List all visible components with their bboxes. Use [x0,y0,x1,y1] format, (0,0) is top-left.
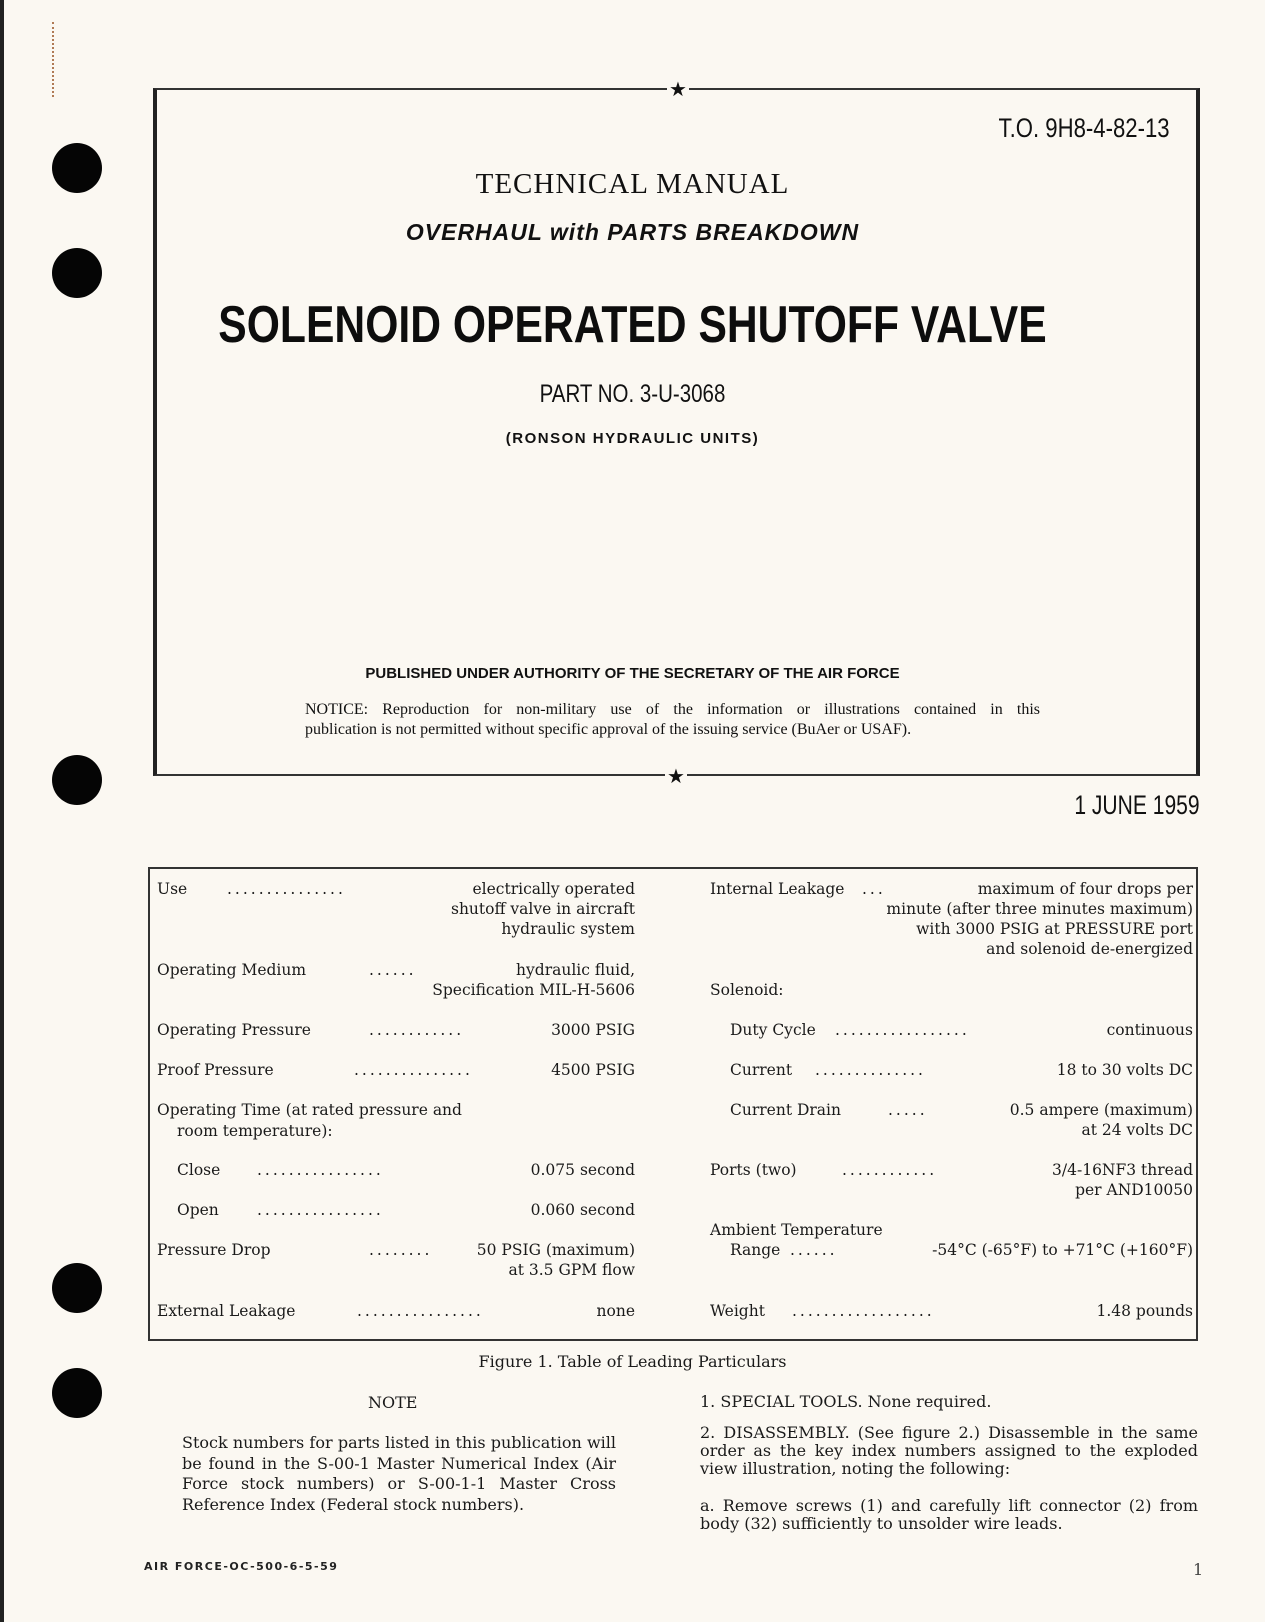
punch-hole [52,248,102,298]
main-title: SOLENOID OPERATED SHUTOFF VALVE [218,296,1047,354]
star-icon: ★ [667,764,685,788]
print-code: AIR FORCE-OC-500-6-5-59 [144,1560,339,1573]
manual-subtitle: OVERHAUL with PARTS BREAKDOWN [405,219,860,245]
manual-type-title: TECHNICAL MANUAL [475,168,790,200]
page-number: 1 [1193,1560,1204,1579]
note-heading: NOTE [368,1393,418,1412]
figure-caption: Figure 1. Table of Leading Particulars [478,1352,787,1371]
reproduction-notice [305,700,1040,740]
punch-hole [52,755,102,805]
particular-operating-time: Operating Time (at rated pressure and room temperature): [157,1101,462,1140]
notice-line: NOTICE: Reproduction for non-military use of the information or illustrations contained in this [305,701,1040,718]
publication-date: 1 JUNE 1959 [1074,790,1200,820]
punch-hole [52,1263,102,1313]
punch-hole [52,1368,102,1418]
part-number: PART NO. 3-U-3068 [539,380,726,408]
paragraph-disassembly: 2. DISASSEMBLY. (See figure 2.) Disassemble in the same order as the key index numbers assigned to the exploded view illustration, noting the following: [700,1423,1198,1478]
leading-particulars-table: Use ............... electrically operated shutoff valve in aircraft hydraulic system Operating Medium ...... hydraulic fluid, Specification MIL-H-5606 Operating Pressure ............ 3000 PSIG Proof Pressure ............... 4500 PSIG Operating Time (at rated pressure and room temperature): Close ................ 0.075 second Open ................ 0.060 second Pressure Drop ........ 50 PSIG (maximum) at 3.5 GPM flow External Leakage ................ none Internal Leakage ... maximum of four drops per minute (after three minutes maximum) with 3000 PSIG at PRESSURE port and solenoid de-energized Solenoid: Duty Cycle ................. continuous Current .............. 18 to 30 volts DC Current Drain ..... 0.5 ampere (maximum) at 24 volts DC Ports (two) ............ 3/4-16NF3 thread per AND10050 Ambient Temperature Range ...... -54°C (-65°F) to +71°C (+160°F) Weight .................. 1.48 pounds [148,867,1198,1341]
note-body: Stock numbers for parts listed in this publication will be found in the S-00-1 Master Numerical Index (Air Force stock numbers) or S-00-1-1 Master Cross Reference Index (Federal stock numbers). [182,1433,616,1514]
notice-line: publication is not permitted without specific approval of the issuing service (BuAer or USAF). [305,721,912,738]
paragraph-special-tools: 1. SPECIAL TOOLS. None required. [700,1392,992,1411]
paragraph-step-a: a. Remove screws (1) and carefully lift connector (2) from body (32) sufficiently to unsolder wire leads. [700,1496,1198,1533]
authority-statement: PUBLISHED UNDER AUTHORITY OF THE SECRETARY OF THE AIR FORCE [365,665,900,682]
star-icon: ★ [669,77,687,101]
paper-tear [52,22,57,97]
technical-order-number: T.O. 9H8-4-82-13 [998,113,1170,143]
manufacturer: (RONSON HYDRAULIC UNITS) [505,430,760,447]
